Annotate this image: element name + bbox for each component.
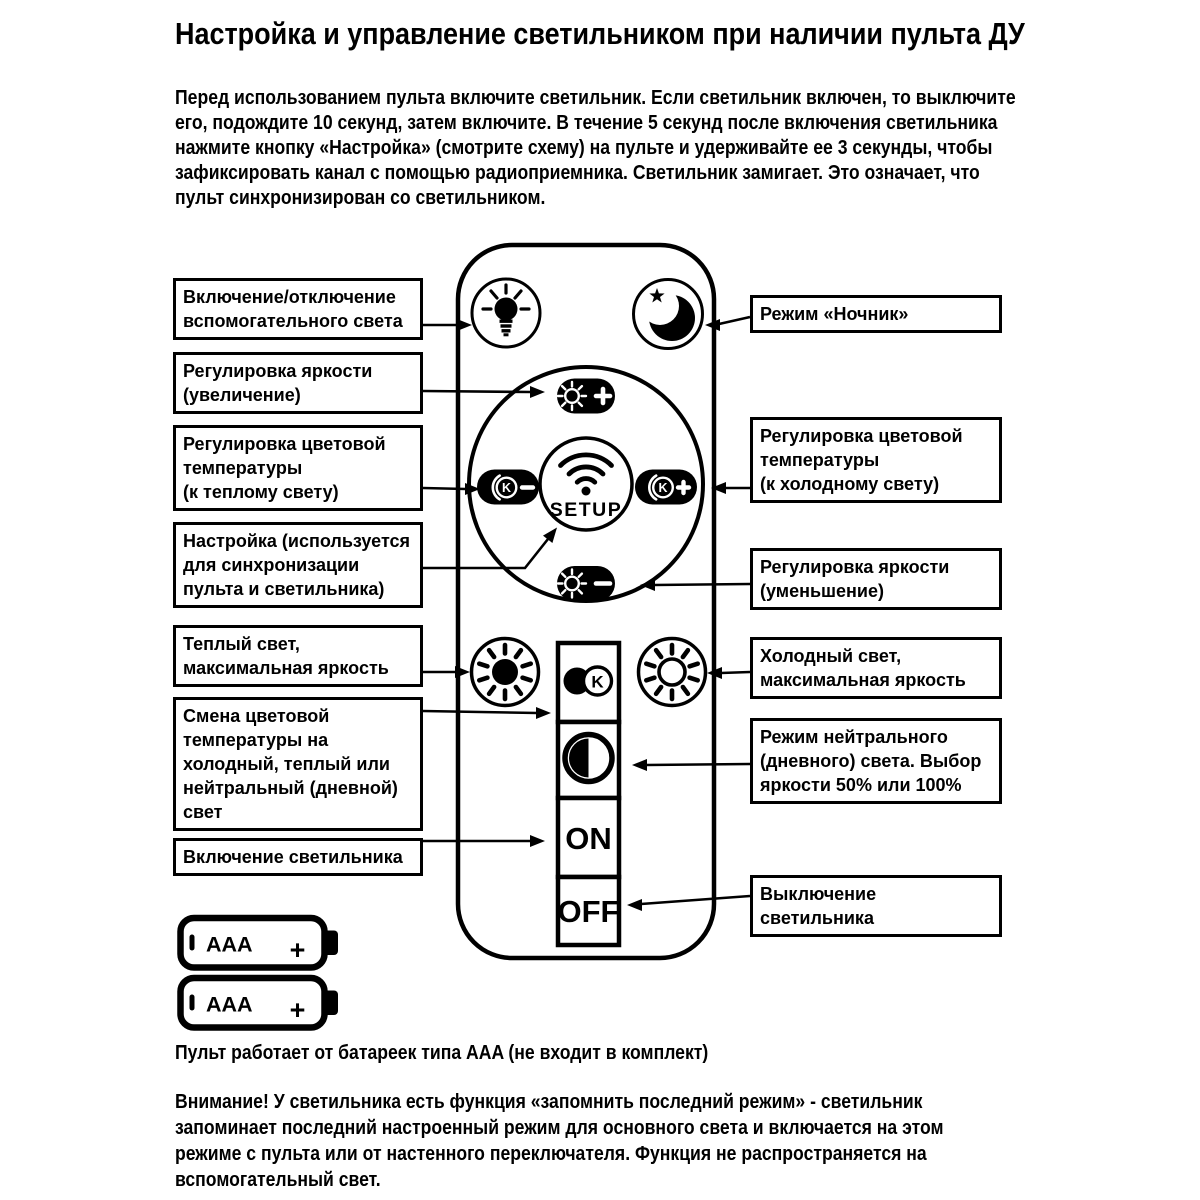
k-crescent-icon	[564, 667, 612, 695]
on-label: ON	[565, 821, 612, 856]
power-off-button[interactable]	[558, 877, 620, 945]
callout-warm-max: Теплый свет, максимальная яркость	[173, 625, 423, 687]
setup-button[interactable]	[540, 438, 632, 530]
callout-brightness-up: Регулировка яркости (увеличение)	[173, 352, 423, 414]
battery-icon	[181, 918, 339, 968]
svg-text:AAA: AAA	[206, 992, 253, 1017]
svg-text:+: +	[289, 995, 306, 1025]
callout-setup: Настройка (используется для синхронизации пульта и светильника)	[173, 522, 423, 608]
callout-cold-max: Холодный свет, максимальная яркость	[750, 637, 1002, 699]
callout-power-on: Включение светильника	[173, 838, 423, 876]
battery-plus-label: +	[289, 935, 306, 965]
battery-icon	[181, 978, 339, 1028]
night-mode-button[interactable]	[634, 280, 703, 349]
callout-aux-light: Включение/отключение вспомогательного света	[173, 278, 423, 340]
half-circle-icon	[565, 735, 612, 782]
battery-note: Пульт работает от батареек типа AAA (не входит в комплект)	[175, 1042, 709, 1064]
brightness-up-button[interactable]	[557, 379, 615, 414]
brightness-down-button[interactable]	[557, 566, 615, 601]
setup-label: SETUP	[549, 499, 623, 521]
svg-text:K: K	[501, 481, 512, 495]
intro-paragraph: Перед использованием пульта включите светильник. Если светильник включен, то выключите его, подождите 10 секунд, затем включите. В течение 5 секунд после включения светильника нажмите кнопку «Настройка» (смотрите схему) на пульте и удерживайте ее 3 секунды, чтобы зафиксировать канал с помощью радиоприемника. Светильник замигает. Это означает, что пульт синхронизирован со светильником.	[175, 87, 1016, 209]
svg-text:K: K	[658, 481, 668, 495]
callout-night-mode: Режим «Ночник»	[750, 295, 1002, 333]
callout-brightness-down: Регулировка яркости (уменьшение)	[750, 548, 1002, 610]
warning-paragraph: Внимание! У светильника есть функция «запомнить последний режим» - светильник запоминает последний настроенный режим для основного света и включается на этом режиме с пульта или от настенного переключателя. Функция не распространяется на вспомогательный свет.	[175, 1091, 944, 1191]
neutral-mode-button[interactable]	[558, 722, 619, 798]
cold-max-button[interactable]	[639, 639, 706, 706]
battery-type-label: AAA	[206, 932, 253, 957]
callout-color-warm: Регулировка цветовой температуры (к теплому свету)	[173, 425, 423, 511]
callout-color-cycle: Смена цветовой температуры на холодный, теплый или нейтральный (дневной) свет	[173, 697, 423, 831]
color-cycle-button[interactable]	[558, 643, 619, 722]
color-temp-warm-button[interactable]	[477, 470, 539, 505]
power-on-button[interactable]	[558, 798, 619, 877]
off-label: OFF	[557, 894, 620, 929]
aux-light-button[interactable]	[472, 279, 540, 347]
callout-color-cold: Регулировка цветовой температуры (к холодному свету)	[750, 417, 1002, 503]
warm-max-button[interactable]	[472, 639, 539, 706]
callout-neutral-mode: Режим нейтрального (дневного) света. Выбор яркости 50% или 100%	[750, 718, 1002, 804]
callout-power-off: Выключение светильника	[750, 875, 1002, 937]
color-temp-cold-button[interactable]	[635, 470, 697, 505]
page-title: Настройка и управление светильником при наличии пульта ДУ	[175, 16, 1025, 51]
svg-text:K: K	[591, 672, 604, 692]
